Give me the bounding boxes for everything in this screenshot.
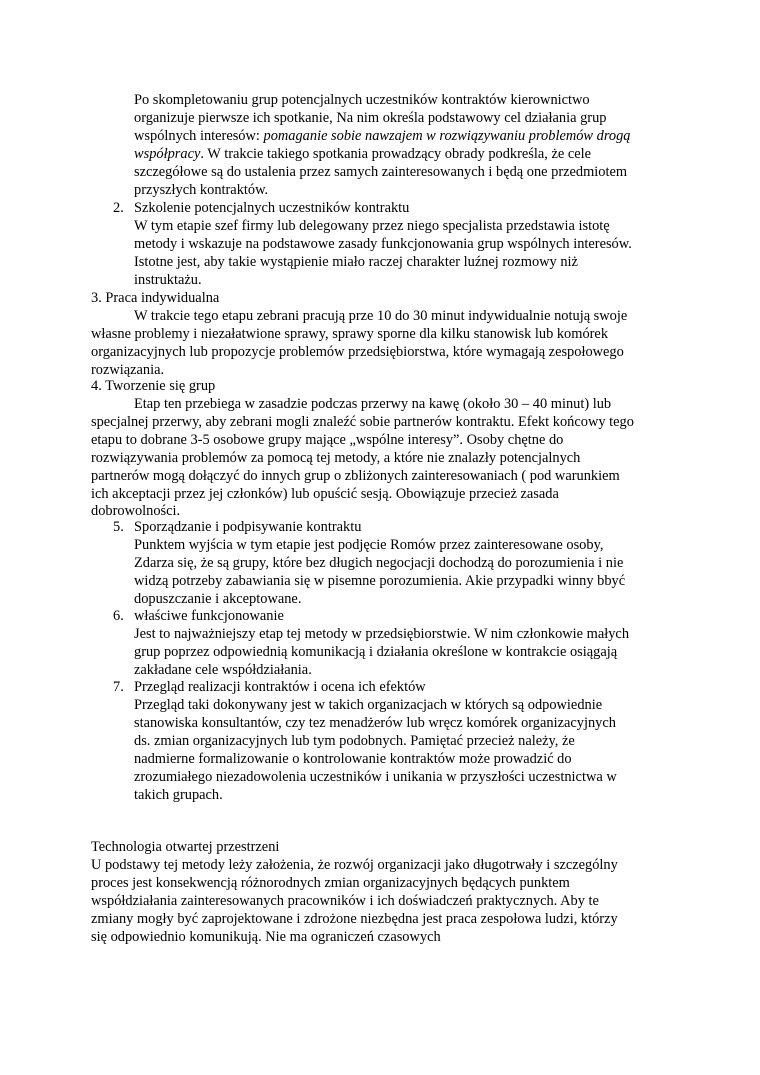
text-line: widzą potrzeby zabawiania się w pisemne porozumienia. Akie przypadki winny bbyć — [134, 573, 626, 589]
step-heading: Szkolenie potencjalnych uczestników kontraktu — [134, 200, 410, 216]
text-run: wspólnych interesów: — [134, 128, 264, 144]
text-run: . W trakcie takiego spotkania prowadzący obrady podkreśla, że cele — [200, 146, 592, 162]
text-line: się odpowiednio komunikują. Nie ma ograniczeń czasowych — [91, 929, 441, 945]
text-line: Po skompletowaniu grup potencjalnych uczestników kontraktów kierownictwo — [134, 92, 590, 108]
text-line: proces jest konsekwencją różnorodnych zmian organizacyjnych będących punktem — [91, 875, 570, 891]
text-line: U podstawy tej metody leży założenia, że rozwój organizacji jako długotrwały i szczególny — [91, 857, 618, 873]
text-line: własne problemy i niezałatwione sprawy, sprawy sporne dla kilku stanowisk lub komórek — [91, 326, 609, 342]
text-line: Jest to najważniejszy etap tej metody w przedsiębiorstwie. W nim członkowie małych — [134, 626, 630, 642]
section-heading: Technologia otwartej przestrzeni — [91, 839, 280, 855]
text-line: grup poprzez odpowiednią komunikacją i działania określone w kontrakcie osiągają — [134, 644, 618, 660]
text-line: dobrowolności. — [91, 503, 181, 519]
list-number: 2. — [113, 200, 124, 216]
text-line: etapu to dobrane 3-5 osobowe grupy mające „wspólne interesy”. Osoby chętne do — [91, 432, 564, 448]
text-line: ds. zmian organizacyjnych lub tym podobnych. Pamiętać przecież należy, że — [134, 733, 575, 749]
list-number: 7. — [113, 679, 124, 695]
text-line: organizacyjnych lub propozycje problemów przedsiębiorstwa, które wymagają zespołowego — [91, 344, 624, 360]
text-line: współdziałania zainteresowanych pracowników i ich doświadczeń praktycznych. Aby te — [91, 893, 599, 909]
text-line: stanowiska konsultantów, czy tez menadżerów lub wręcz komórek organizacyjnych — [134, 715, 616, 731]
text-line: nadmierne formalizowanie o kontrolowanie kontraktów może prowadzić do — [134, 751, 572, 767]
text-line: Zdarza się, że są grupy, które bez długich negocjacji dochodzą do porozumienia i nie — [134, 555, 624, 571]
list-number: 5. — [113, 519, 124, 535]
step-heading: 4. Tworzenie się grup — [91, 378, 216, 394]
step-heading: 3. Praca indywidualna — [91, 290, 220, 306]
step-heading: Przegląd realizacji kontraktów i ocena ich efektów — [134, 679, 426, 695]
text-line: zrozumiałego niezadowolenia uczestników i unikania w przyszłości uczestnictwa w — [134, 769, 617, 785]
text-line: takich grupach. — [134, 787, 223, 803]
text-line: przyszłych kontraktów. — [134, 182, 269, 198]
step-heading: Sporządzanie i podpisywanie kontraktu — [134, 519, 362, 535]
text-line: partnerów mogą dołączyć do innych grup o zbliżonych zainteresowaniach ( pod warunkiem — [91, 468, 620, 484]
text-line: Etap ten przebiega w zasadzie podczas przerwy na kawę (około 30 – 40 minut) lub — [134, 396, 612, 412]
emphasis-text: pomaganie sobie nawzajem w rozwiązywaniu problemów drogą — [263, 128, 631, 144]
text-line: organizuje pierwsze ich spotkanie, Na nim określa podstawowy cel działania grup — [134, 110, 607, 126]
text-line: instruktażu. — [134, 272, 202, 288]
text-line: szczegółowe są do ustalenia przez samych zainteresowanych i będą one przedmiotem — [134, 164, 628, 180]
step-heading: właściwe funkcjonowanie — [134, 608, 284, 624]
text-line: rozwiązywania problemów za pomocą tej metody, a które nie znalazły potencjalnych — [91, 450, 581, 466]
text-line: Przegląd taki dokonywany jest w takich organizacjach w których są odpowiednie — [134, 697, 603, 713]
text-line — [134, 127, 630, 145]
text-line: Istotne jest, aby takie wystąpienie miało raczej charakter luźnej rozmowy niż — [134, 254, 578, 270]
text-line: metody i wskazuje na podstawowe zasady funkcjonowania grup wspólnych interesów. — [134, 236, 632, 252]
list-number: 6. — [113, 608, 124, 624]
text-line: rozwiązania. — [91, 362, 165, 378]
text-line: Punktem wyjścia w tym etapie jest podjęcie Romów przez zainteresowane osoby, — [134, 537, 604, 553]
text-line: W tym etapie szef firmy lub delegowany przez niego specjalista przedstawia istotę — [134, 218, 610, 234]
text-line: dopuszczanie i akceptowane. — [134, 591, 302, 607]
text-line: specjalnej przerwy, aby zebrani mogli znaleźć sobie partnerów kontraktu. Efekt końcowy tego — [91, 414, 634, 430]
text-line: zmiany mogły być zaprojektowane i zdrożone niezbędna jest praca zespołowa ludzi, którzy — [91, 911, 618, 927]
text-line: zakładane cele współdziałania. — [134, 662, 312, 678]
emphasis-text: współpracy — [134, 146, 201, 162]
text-line — [134, 145, 591, 163]
text-line: W trakcie tego etapu zebrani pracują prze 10 do 30 minut indywidualnie notują swoje — [134, 308, 628, 324]
text-line: ich akceptacji przez jej członków) lub opuścić sesją. Obowiązuje przecież zasada — [91, 486, 559, 502]
